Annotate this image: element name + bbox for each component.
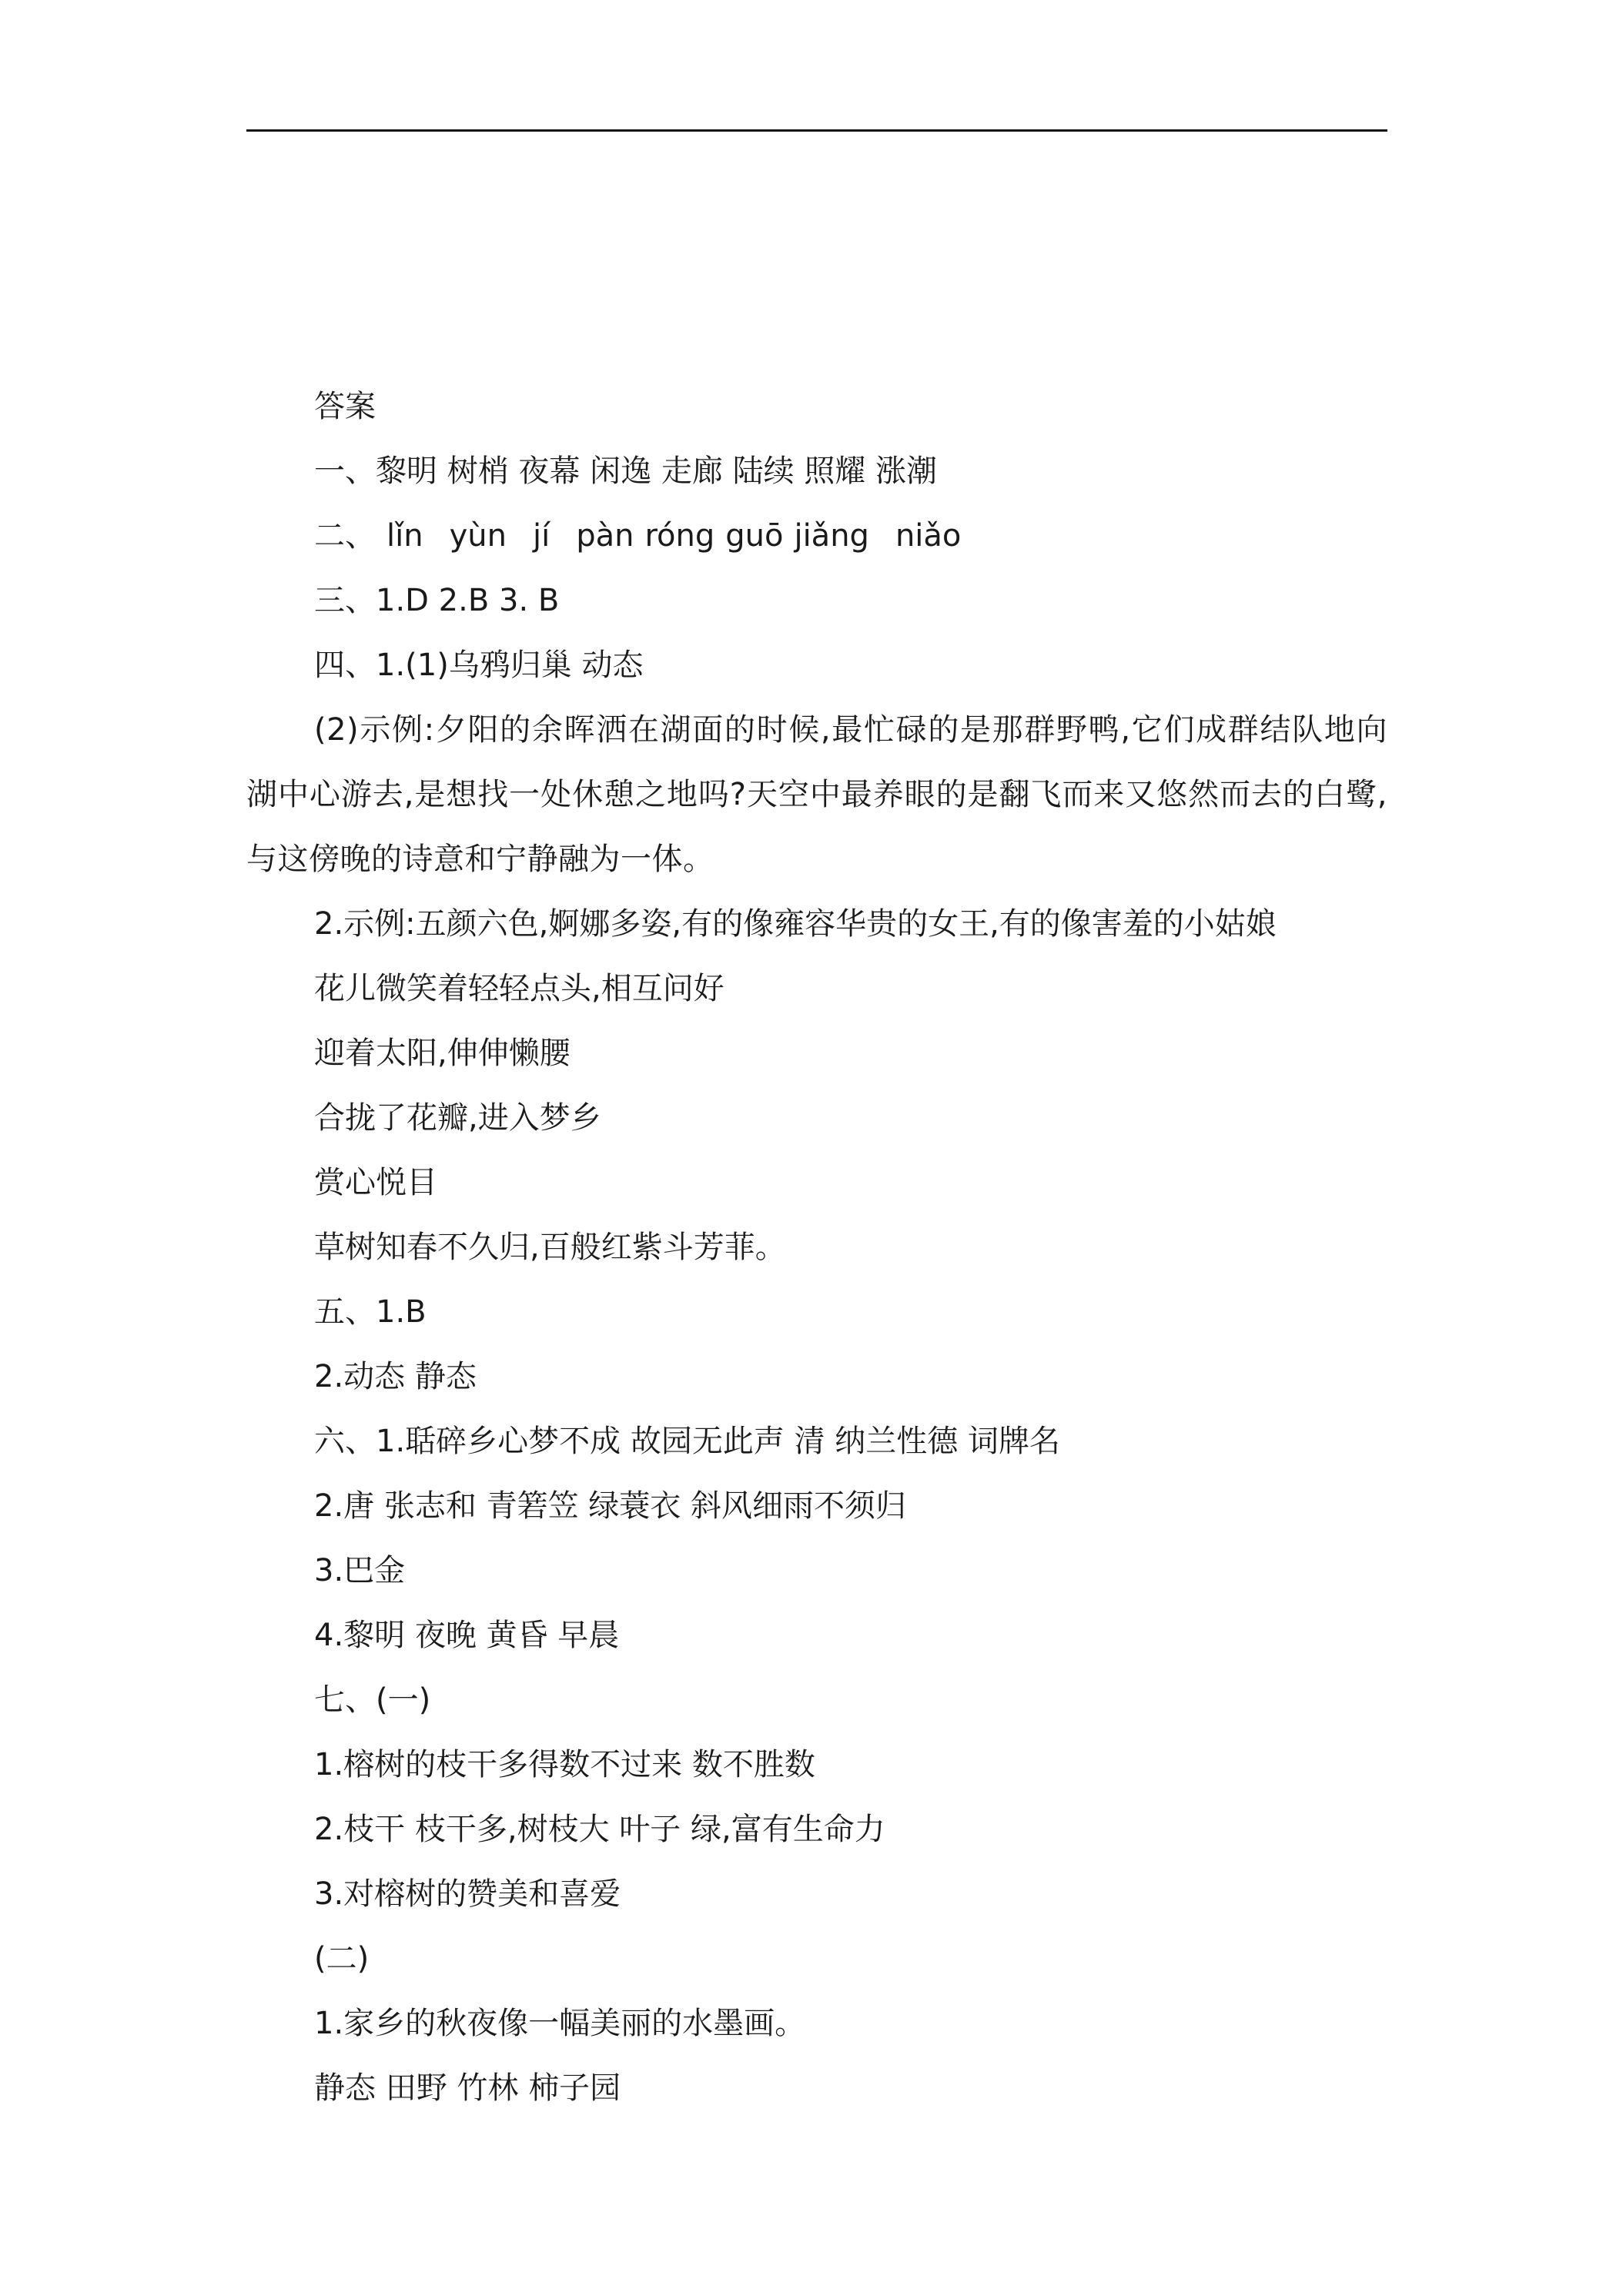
answer-line: 合拢了花瓣,进入梦乡 xyxy=(314,1100,601,1136)
answer-section-3: 三、1.D 2.B 3. B xyxy=(314,583,560,618)
pinyin-4: pàn xyxy=(576,518,634,554)
answer-section-6-q1: 六、1.聒碎乡心梦不成 故园无此声 清 纳兰性德 词牌名 xyxy=(314,1424,1061,1459)
answer-section-4-q1: 四、1.(1)乌鸦归巢 动态 xyxy=(314,648,644,683)
answer-section-5-q2: 2.动态 静态 xyxy=(314,1359,477,1394)
answer-section-6-q4: 4.黎明 夜晚 黄昏 早晨 xyxy=(314,1618,620,1653)
answer-section-7-part1-q1: 1.榕树的枝干多得数不过来 数不胜数 xyxy=(314,1747,815,1782)
pinyin-1: lǐn xyxy=(387,518,423,554)
answer-line: 花儿微笑着轻轻点头,相互问好 xyxy=(314,971,724,1006)
answer-section-4-example-paragraph: (2)示例:夕阳的余晖洒在湖面的时候,最忙碌的是那群野鸭,它们成群结队地向湖中心游去,是想找一处休憩之地吗?天空中最养眼的是翻飞而来又悠然而去的白鹭,与这傍晚的诗意和宁静融为一体。 xyxy=(246,712,1387,877)
answer-section-2 xyxy=(246,504,1387,568)
answer-line: 草树知春不久归,百般红紫斗芳菲。 xyxy=(314,1230,786,1265)
answer-section-4-q2: 2.示例:五颜六色,婀娜多姿,有的像雍容华贵的女王,有的像害羞的小姑娘 xyxy=(314,906,1277,942)
section-2-label: 二、 xyxy=(314,518,376,554)
pinyin-3: jí xyxy=(532,518,550,554)
answer-section-6-q3: 3.巴金 xyxy=(314,1553,406,1588)
answer-section-5-q1: 五、1.B xyxy=(314,1294,427,1330)
answer-line: 迎着太阳,伸伸懒腰 xyxy=(314,1036,571,1071)
answer-section-1: 一、黎明 树梢 夜幕 闲逸 走廊 陆续 照耀 涨潮 xyxy=(314,454,938,489)
answer-line: 静态 田野 竹林 柿子园 xyxy=(314,2070,621,2106)
pinyin-8: niǎo xyxy=(895,518,962,554)
pinyin-2: yùn xyxy=(449,518,507,554)
answer-section-7-part2-q1: 1.家乡的秋夜像一幅美丽的水墨画。 xyxy=(314,2006,806,2041)
answer-sheet xyxy=(246,374,1387,2120)
pinyin-6: guō xyxy=(725,518,784,554)
header-rule xyxy=(246,129,1387,132)
answer-section-7-part1-q2: 2.枝干 枝干多,树枝大 叶子 绿,富有生命力 xyxy=(314,1812,885,1847)
answer-section-7-part2: (二) xyxy=(314,1941,370,1976)
answer-section-7-part1-q3: 3.对榕树的赞美和喜爱 xyxy=(314,1876,621,1912)
answer-line: 赏心悦目 xyxy=(314,1165,437,1200)
pinyin-7: jiǎng xyxy=(794,518,869,554)
answer-title: 答案 xyxy=(314,389,376,424)
answer-section-7: 七、(一) xyxy=(314,1682,431,1718)
pinyin-5: róng xyxy=(644,518,715,554)
answer-section-6-q2: 2.唐 张志和 青箬笠 绿蓑衣 斜风细雨不须归 xyxy=(314,1488,907,1524)
